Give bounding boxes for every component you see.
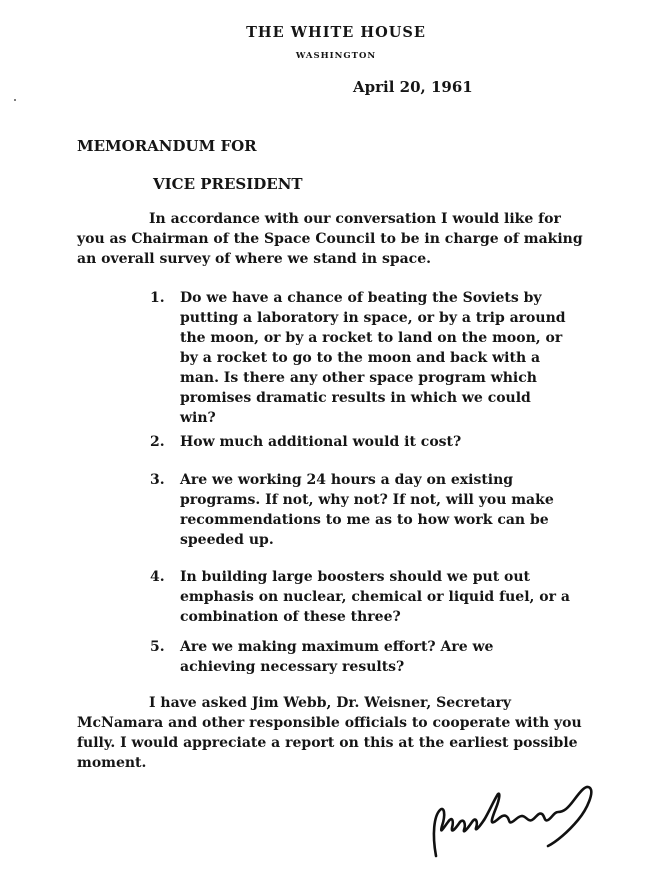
- memo-recipient: VICE PRESIDENT: [153, 175, 303, 193]
- letterhead-title: THE WHITE HOUSE: [246, 24, 426, 41]
- intro-paragraph: In accordance with our conversation I would like for you as Chairman of the Space Council to be in charge of making an overall survey of where we stand in space.: [77, 211, 583, 267]
- signature: [418, 764, 618, 864]
- question-text: Are we making maximum effort? Are we achieving necessary results?: [180, 639, 494, 675]
- question-item-4: [150, 567, 570, 627]
- question-item-3: [150, 470, 570, 550]
- question-number: 2.: [150, 434, 165, 450]
- closing-paragraph: I have asked Jim Webb, Dr. Weisner, Secretary McNamara and other responsible officials to cooperate with you fully. I would appreciate a report on this at the earliest possible moment.: [77, 695, 582, 771]
- question-item-5: [150, 637, 570, 677]
- question-text: How much additional would it cost?: [180, 434, 462, 450]
- letterhead-location: WASHINGTON: [295, 51, 377, 61]
- question-text: Do we have a chance of beating the Soviets by putting a laboratory in space, or by a trip around the moon, or by a rocket to land on the moon, or by a rocket to go to the moon and back with a man. Is there any other space program which promises dramatic results in which we could win?: [180, 290, 566, 426]
- memo-heading: MEMORANDUM FOR: [77, 137, 257, 155]
- question-number: 5.: [150, 639, 165, 655]
- question-item-2: [150, 432, 570, 452]
- memo-date: April 20, 1961: [353, 78, 473, 96]
- question-number: 1.: [150, 290, 165, 306]
- question-text: Are we working 24 hours a day on existing programs. If not, why not? If not, will you make recommendations to me as to how work can be speeded up.: [180, 472, 554, 548]
- question-number: 3.: [150, 472, 165, 488]
- question-number: 4.: [150, 569, 165, 585]
- question-item-1: [150, 288, 570, 428]
- question-text: In building large boosters should we put out emphasis on nuclear, chemical or liquid fuel, or a combination of these three?: [180, 569, 570, 625]
- scan-speck: [14, 99, 16, 101]
